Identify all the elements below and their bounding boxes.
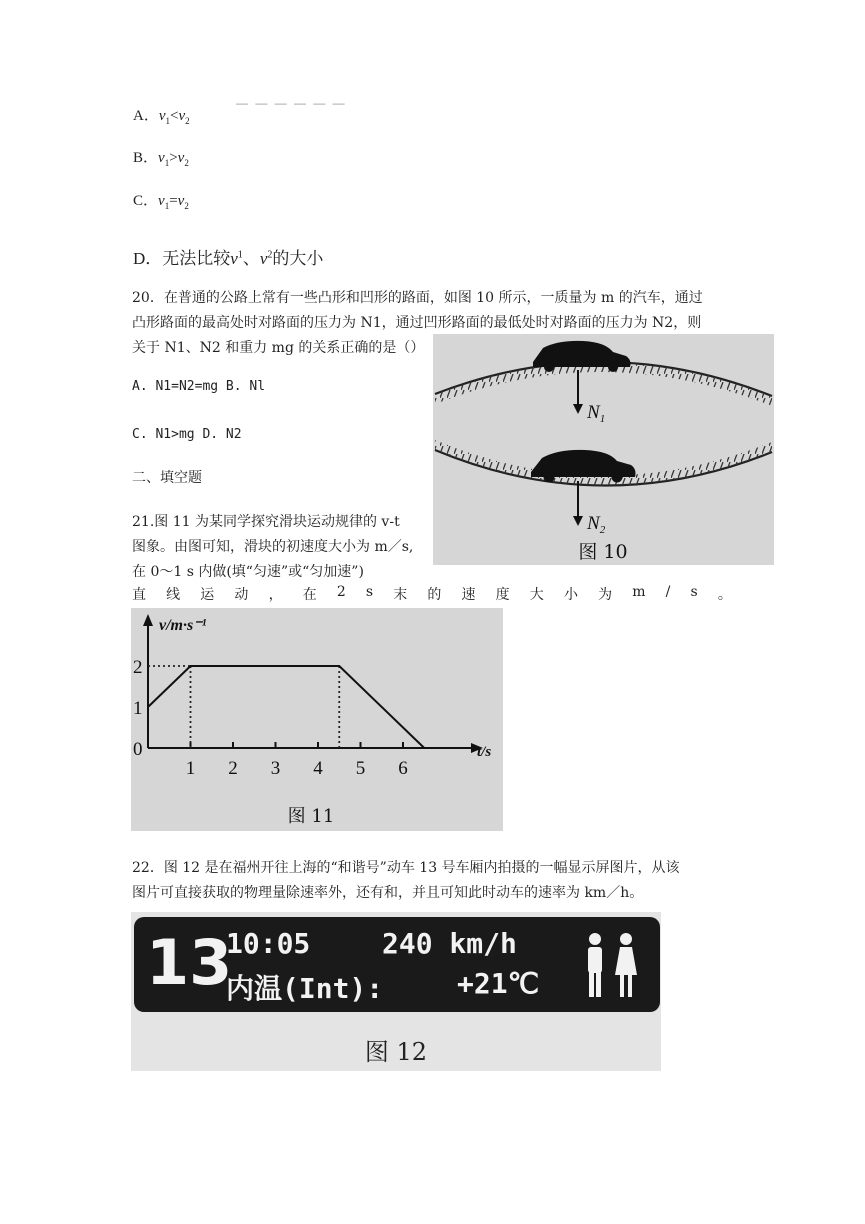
y-tick-label: 2 [133,657,143,678]
q22-line2: 图片可直接获取的物理量除速率外，还有和，并且可知此时动车的速率为 km／h。 [132,885,644,901]
q21-line3: 在 0～1 s 内做(填“匀速”或“匀加速”) [132,564,364,580]
label-n1: $N_1$ [587,402,606,425]
question-21 [132,510,432,585]
top-dashes: — — — — — — [236,96,347,110]
arrow-n2-head [573,516,583,526]
figure-11 [131,608,503,831]
q20-options-cd: C. N1>mg D. N2 [132,427,242,442]
display-speed: 240 km/h [382,927,517,960]
label-n2: $N_2$ [587,513,606,536]
x-tick-label: 1 [185,758,196,779]
figure-11-caption: 图 11 [287,806,335,827]
question-22 [132,856,742,906]
restroom-icon [580,931,642,1001]
figure-10-drawing [433,334,774,565]
x-tick-label: 2 [228,758,238,779]
q20-line2: 凸形路面的最高处时对路面的压力为 N1，通过凹形路面的最低处时对路面的压力为 N2，则 [132,315,702,331]
figure-10-caption: 图 10 [578,541,628,563]
convex-road-hatch [435,362,772,406]
q20-line3: 关于 N1、N2 和重力 mg 的关系正确的是（） [132,340,425,356]
q21-line2: 图象。由图可知，滑块的初速度大小为 m／s, [132,539,414,555]
figure-12 [131,912,661,1071]
y-tick-label: 1 [133,698,143,719]
display-screen [134,917,660,1012]
figure-12-caption: 图 12 [364,1038,428,1066]
x-axis-label: t/s [477,744,492,760]
x-tick-label: 5 [355,758,366,779]
option-b: B．$v_1>v_2$ [133,150,189,168]
x-tick-label: 6 [398,758,408,779]
y-axis-label: v/m·s⁻¹ [159,617,207,634]
x-tick-label: 3 [270,758,281,779]
q21-line4: 直 线 运 动 ， 在 2 s 末 的 速 度 大 小 为 m / s 。 [132,584,732,603]
y-tick-label: 0 [133,739,143,760]
x-tick-label: 4 [313,758,323,779]
option-a: A．$v_1<v_2$ [133,108,190,126]
q20-line1: 20．在普通的公路上常有一些凸形和凹形的路面，如图 10 所示，一质量为 m 的汽车，通过 [132,290,703,306]
display-temp-value: +21℃ [457,967,540,1000]
arrow-n1-head [573,404,583,414]
display-temp-label: 内温(Int): [226,972,384,1005]
option-c: C．$v_1=v_2$ [133,193,189,211]
q21-line1: 21.图 11 为某同学探究滑块运动规律的 v-t [132,514,400,530]
section-heading: 二、填空题 [132,470,202,486]
option-d: D．无法比较$v^1$、$v^2$的大小 [133,249,324,268]
velocity-line [148,666,424,748]
figure-11-chart [131,608,503,831]
q20-options-ab: A. N1=N2=mg B. Nl [132,379,266,394]
car-number: 13 [146,926,233,999]
figure-10 [433,334,774,565]
display-time: 10:05 [226,927,311,960]
q22-line1: 22．图 12 是在福州开往上海的“和谐号”动车 13 号车厢内拍摄的一幅显示屏图片，从该 [132,860,680,876]
y-axis-arrow [143,614,153,626]
